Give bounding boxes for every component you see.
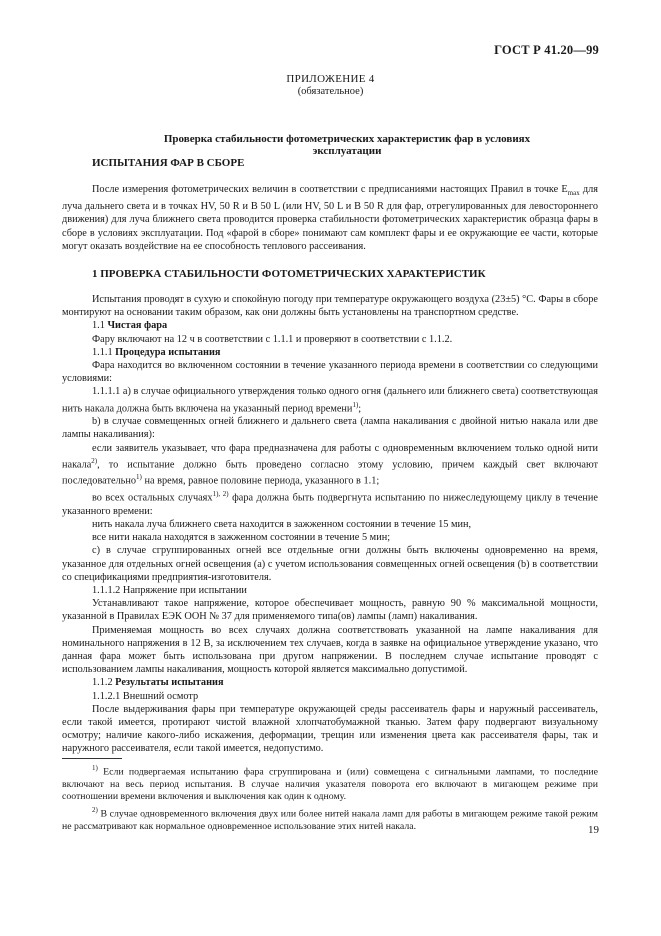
intro-paragraph: После измерения фотометрических величин в соответствии с предписаниями настоящих Правил в точке $E_{max}$ для луча дальнего света и в точках HV, 50 R и B 50 L (или HV, 50 L и B 50 R для фар, отрегулированных для левостороннего движения) для луча ближнего света проводится проверка стабильности фотометрических характеристик образца фары в сборе в условиях эксплуатации. Под «фарой в сборе» понимают сам комплект фары и ее окружающие ее части, которые могут оказать воздействие на ее способность теплового рассеивания. [62, 184, 598, 252]
paragraph: Фару включают на 12 ч в соответствии с 1.1.1 и проверяют в соответствии с 1.1.2. [92, 333, 453, 345]
main-title: Проверка стабильности фотометрических характеристик фар в условиях эксплуатации [163, 133, 531, 157]
item-b-sub1: если заявитель указывает, что фара предназначена для работы с одновременным включением только одной нити накала$^{2)}$, то испытание должно быть проведено согласно этому условию, причем каждый свет включают последовательно$^{1)}$ на время, равное половине периода, указанного в 1.1; [62, 442, 598, 487]
intro-text [62, 183, 598, 253]
item-b-sub2: во всех остальных случаях$^{1), 2)}$ фара должна быть подвергнута испытанию по нижеследующему циклу в течение указанного времени: [62, 490, 598, 517]
item-c: c) в случае сгруппированных огней все отдельные огни должны быть включены одновременно на время, указанное для отдельных огней освещения (а) с учетом использования совмещенных огней освещения (b) в соответствии со спецификациями предприятия-изготовителя. [62, 545, 598, 583]
cycle-step-1: нить накала луча ближнего света находится в зажженном состоянии в течение 15 мин, [92, 518, 472, 530]
footnote-divider [62, 758, 122, 759]
footnote: $^{2)}$ В случае одновременного включения двух или более нитей накала ламп для работы в мигающем режиме такой режим не рассматривают как нормальное одновременное использование этих нитей накала. [62, 806, 598, 832]
section-1-body [62, 293, 598, 756]
paragraph: Применяемая мощность во всех случаях должна соответствовать указанной на лампе накаливания для номинального напряжения в 12 В, за исключением тех случаев, когда в заявке на официальное утверждение указано, что данная фара может быть использована при другом напряжении. В последнем случае испытание проводят с использованием лампы накаливания, мощность которой является максимально допустимой. [62, 624, 598, 676]
item-a: 1.1.1.1 а) в случае официального утверждения только одного огня (дальнего или ближнего света) соответствующая нить накала должна быть включена на указанный период времени$^{1)}$; [62, 386, 598, 415]
standard-code-header: ГОСТ Р 41.20—99 [494, 43, 599, 57]
cycle-step-2: все нити накала находятся в зажженном состоянии в течение 5 мин; [92, 532, 391, 544]
footnotes [62, 762, 598, 834]
appendix-subtitle: (обязательное) [297, 86, 364, 97]
subsection-1-1: 1.1 Чистая фара [92, 320, 168, 332]
subsection-1-1-2-1: 1.1.2.1 Внешний осмотр [92, 690, 199, 702]
subsection-1-1-1: 1.1.1 Процедура испытания [92, 346, 221, 358]
paragraph: Испытания проводят в сухую и спокойную погоду при температуре окружающего воздуха (23±5) °С. Фары в сборе монтируют на основании таким образом, как они должны быть установлены на транспортном средстве. [62, 294, 598, 319]
footnote: $^{1)}$ Если подвергаемая испытанию фара сгруппирована и (или) совмещена с сигнальными лампами, то последние включают на весь период испытания. В случае наличия указателя поворота его включают в мигающем режиме при соотношении времени включения и выключения как один к одному. [62, 764, 598, 803]
subsection-1-1-1-2: 1.1.1.2 Напряжение при испытании [92, 584, 247, 596]
appendix-title: ПРИЛОЖЕНИЕ 4 [286, 73, 375, 85]
paragraph: Фара находится во включенном состоянии в течение указанного периода времени в соответствии со следующими условиями: [62, 360, 598, 385]
item-b: b) в случае совмещенных огней ближнего и дальнего света (лампа накаливания с двойной нитью накала или две лампы накаливания): [62, 416, 598, 441]
section-heading-assembly-tests: ИСПЫТАНИЯ ФАР В СБОРЕ [92, 157, 245, 169]
paragraph: Устанавливают такое напряжение, которое обеспечивает мощность, равную 90 % максимальной мощности, указанной в Правилах ЕЭК ООН № 37 для применяемого типа(ов) лампы (ламп) накаливания. [62, 598, 598, 623]
subsection-1-1-2: 1.1.2 Результаты испытания [92, 677, 224, 689]
paragraph: После выдерживания фары при температуре окружающей среды рассеиватель фары и наружный рассеиватель, если такой имеется, протирают чистой влажной хлопчатобумажной тканью. Затем фару подвергают визуальному осмотру; наличие какого-либо искажения, деформации, трещин или изменения цвета как рассеивателя фары, так и наружного рассеивателя, если такой имеется, недопустимо. [62, 703, 598, 755]
page-number: 19 [588, 824, 599, 836]
section-1-heading: 1 ПРОВЕРКА СТАБИЛЬНОСТИ ФОТОМЕТРИЧЕСКИХ ХАРАКТЕРИСТИК [92, 268, 486, 280]
